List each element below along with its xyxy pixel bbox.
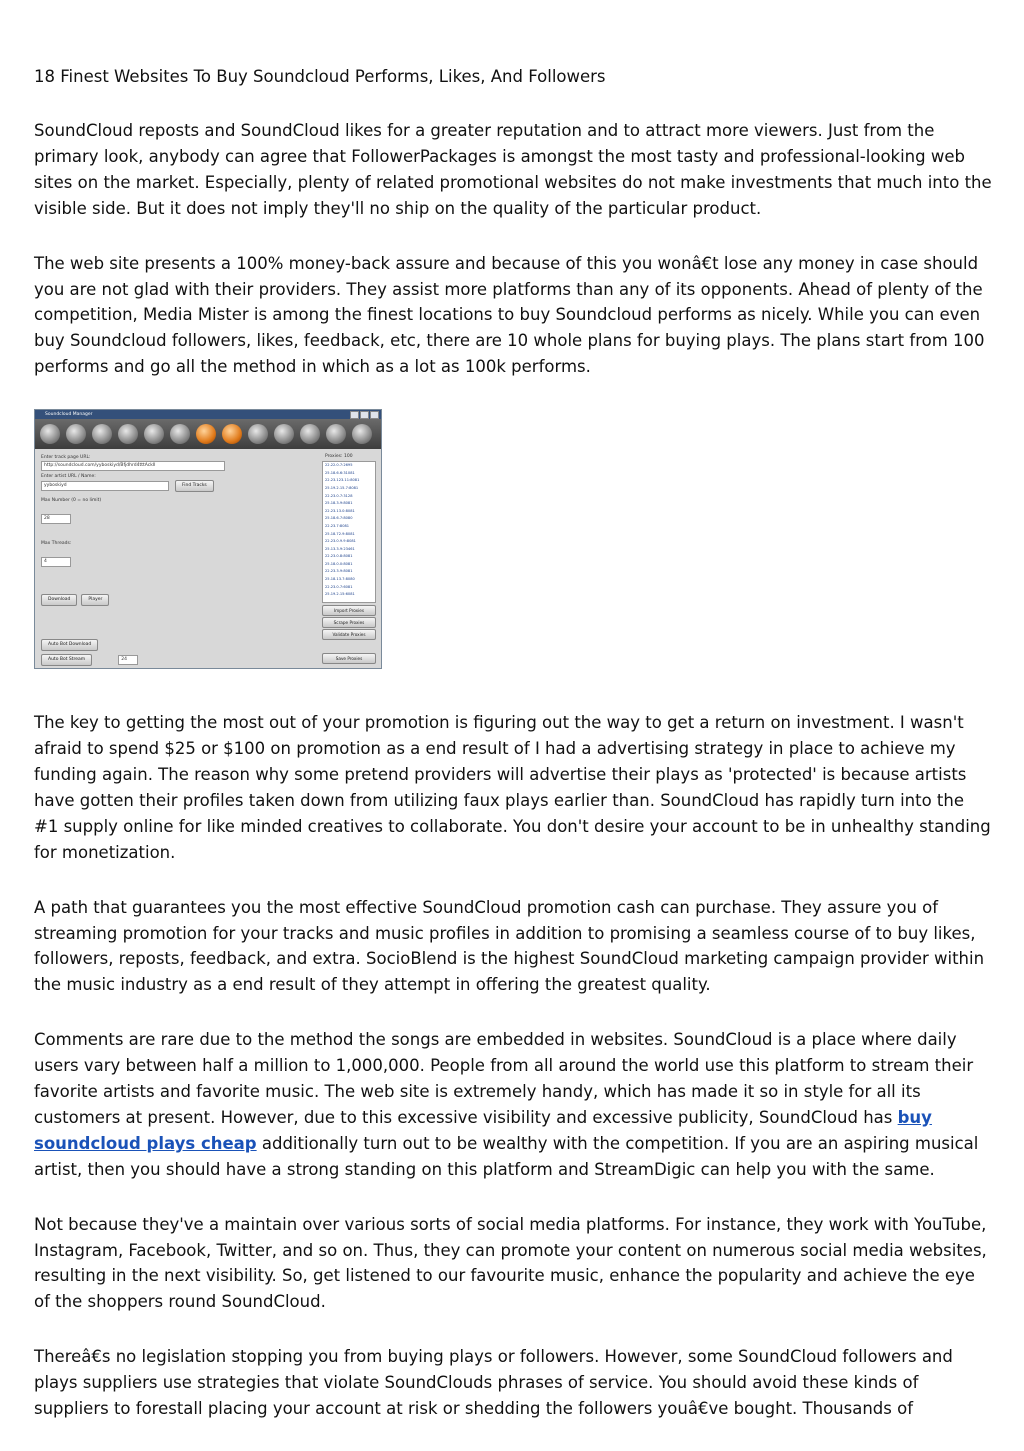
paragraph: SoundCloud reposts and SoundCloud likes for a greater reputation and to attract more viewers. Just from the primary look, anybody can agree that FollowerPackages is amongst the most tasty and professional-looking web sites on the market. Especially, plenty of related promotional websites do not make investments that much into the visible side. But it does not imply they'll no ship on the quality of the particular product. [34,121,992,218]
proxy-list-item: 22.23.0.7:6081 [325,584,353,589]
track-url-input: http://soundcloud.com/yyboskiyd/Bfjdhrd4tttAckII [41,461,225,471]
toolbar-icon [92,424,112,444]
paragraph: The key to getting the most out of your promotion is figuring out the way to get a return on investment. I wasn't afraid to spend $25 or $100 on promotion as a end result of I had a advertising strategy in place to achieve my funding again. The reason why some pretend providers will advertise their plays as 'protected' is because artists have gotten their profiles taken down from utilizing faux plays earlier than. SoundCloud has rapidly turn into the #1 supply online for like minded creatives to collaborate. You don't desire your account to be in unhealthy standing for monetization. [34,713,991,862]
proxy-list-item: 25.18.6.7:8080 [325,516,353,521]
toolbar-icon [300,424,320,444]
artist-input: yyboskiyd [41,481,169,491]
toolbar-icon [248,424,268,444]
proxy-list-item: 22.22.0.7:2695 [325,463,353,468]
toolbar-icon [352,424,372,444]
app-screenshot-figure [34,409,382,669]
paragraph: Not because they've a maintain over various sorts of social media platforms. For instance, they work with YouTube, Instagram, Facebook, Twitter, and so on. Thus, they can promote your content on numerous social media websites, resulting in the next visibility. So, get listened to our favourite music, enhance the popularity and achieve the eye of the shoppers round SoundCloud. [34,1214,987,1312]
proxy-list-item: 25.18.72.9:8081 [325,531,355,536]
max-number-input: 28 [41,514,71,524]
proxy-list-item: 25.18.0.0:8081 [325,561,353,566]
proxy-list-item: 25.19.2.15.7:8081 [325,485,359,490]
proxy-list-item: 22.23.0.8:8081 [325,554,353,559]
settings-panel [41,455,317,666]
proxy-list-item: 22.23.0.7:3128 [325,493,353,498]
window-titlebar [35,410,381,419]
proxy-list-item: 25.18.13.7:8080 [325,577,355,582]
toolbar [35,419,381,449]
proxy-list-item: 22.23.0.9.9:8081 [325,539,356,544]
window-controls [350,411,379,419]
player-button: Player [81,594,109,606]
auto-stream-button: Auto Bot Stream [41,654,92,666]
threads-input: 4 [41,557,71,567]
validate-proxies-button: Validate Proxies [322,629,376,640]
paragraph-with-link [34,1027,992,1182]
toolbar-icon [274,424,294,444]
paragraph: Thereâ€s no legislation stopping you from buying plays or followers. However, some SoundCloud followers and plays suppliers use strategies that violate SoundClouds phrases of service. You should avoid these kinds of suppliers to forestall placing your account at risk or shedding the followers youâ€ve bought. Thousands of [34,1347,953,1419]
toolbar-icon [196,424,216,444]
scrape-proxies-button: Scrape Proxies [322,617,376,628]
paragraph-text: Comments are rare due to the method the songs are embedded in websites. SoundCloud is a place where daily users vary between half a million to 1,000,000. People from all around the world use this platform to stream their favorite artists and favorite music. The web site is extremely handy, which has made it so in style for all its customers at present. However, due to this excessive visibility and excessive publicity, SoundCloud has [34,1030,974,1127]
page-title: 18 Finest Websites To Buy Soundcloud Performs, Likes, And Followers [34,67,606,86]
field-label: Max Threads: [41,541,72,547]
toolbar-icon [118,424,138,444]
paragraph: The web site presents a 100% money-back assure and because of this you wonâ€t lose any money in case should you are not glad with their providers. They assist more platforms than any of its opponents. Ahead of plenty of the competition, Media Mister is among the finest locations to buy Soundcloud performs as nicely. While you can even buy Soundcloud followers, likes, feedback, etc, there are 10 whole plans for buying plays. The plans start from 100 performs and go all the method in which as a lot as 100k performs. [34,253,985,377]
proxy-list-item: 25.18.6.6:31081 [325,470,355,475]
field-label: Max Number (0 = no limit) [41,498,102,504]
import-proxies-button: Import Proxies [322,605,376,616]
proxies-header: Proxies: 100 [325,454,353,460]
save-proxies-button: Save Proxies [322,653,376,664]
hours-input: 24 [118,655,138,665]
paragraph: A path that guarantees you the most effective SoundCloud promotion cash can purchase. They assure you of streaming promotion for your tracks and music profiles in addition to promising a seamless course of to buy likes, followers, reposts, feedback, and extra. SocioBlend is the highest SoundCloud marketing campaign provider within the music industry as a end result of they attempt in offering the greatest quality. [34,897,985,995]
proxy-list-item: 22.23.13.0:8081 [325,508,355,513]
paragraph-text: additionally turn out to be wealthy with the competition. If you are an aspiring musical artist, then you should have a strong standing on this platform and StreamDigic can help you with the same. [34,1133,979,1179]
field-label: Enter track page URL: [41,455,91,461]
toolbar-icon [66,424,86,444]
proxy-list [322,461,376,603]
find-tracks-button: Find Tracks [175,480,214,492]
document [34,64,992,1451]
proxy-list-item: 22.23.123.11:8081 [325,478,360,483]
proxy-list-item: 25.19.2.15:6081 [325,592,355,597]
download-button: Download [41,594,77,606]
auto-download-button: Auto Bot Download [41,639,98,651]
toolbar-icon [40,424,60,444]
proxy-list-item: 22.23.7:8081 [325,523,350,528]
buy-soundcloud-plays-link[interactable]: buy soundcloud plays cheap [34,1107,932,1153]
field-label: Enter artist URL / Name: [41,474,96,480]
proxy-list-item: 22.23.3.9:8081 [325,569,353,574]
toolbar-icon [144,424,164,444]
toolbar-icon [326,424,346,444]
heart-icon [170,424,190,444]
window-title: Soundcloud Manager [45,412,93,418]
toolbar-icon [222,424,242,444]
proxy-list-item: 25.18.3.9:8081 [325,501,353,506]
proxy-list-item: 25.13.3.9:23461 [325,546,355,551]
